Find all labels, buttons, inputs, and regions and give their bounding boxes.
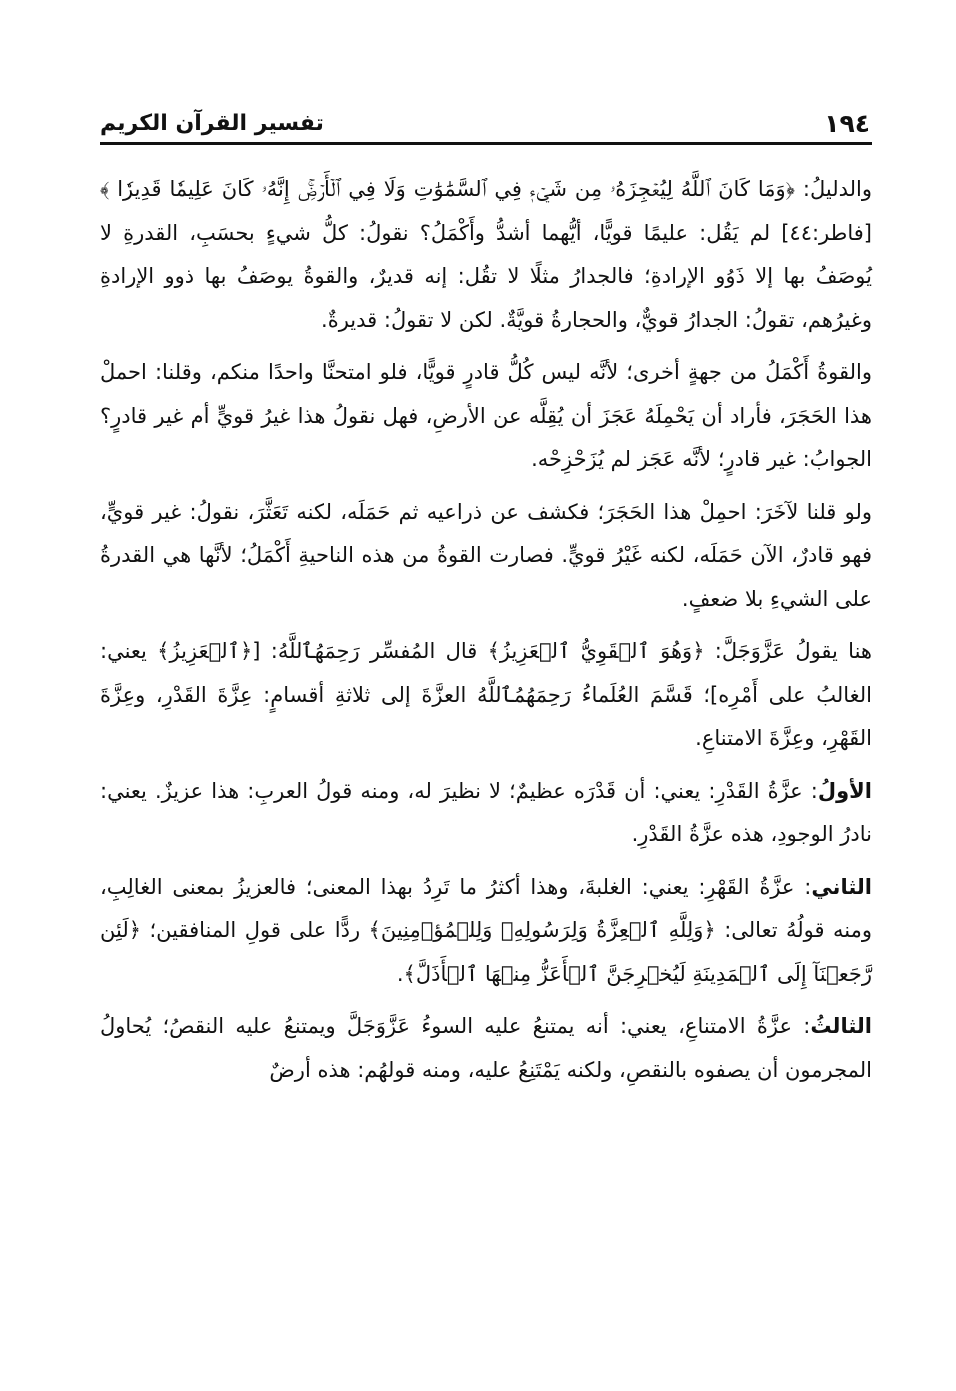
page-number: ١٩٤ — [824, 109, 870, 138]
paragraph-text: والقوةُ أَكْمَلُ من جهةٍ أخرى؛ لأنَّه ليس كُلُّ قادرٍ قويًّا، فلو امتحنَّا واحدًا منكم، وقلنا: احملْ هذا الحَجَرَ، فأراد أن يَحْمِلَهُ عَجَزَ أن يُقِلَّه عن الأرضِ، فهل نقولُ هذا غيرُ قويٍّ أم غير قادرٍ؟ الجوابُ: غير قادرٍ؛ لأنَّه عَجَز لم يُزَحْزِحْه. — [100, 360, 872, 471]
paragraph-text: : عزَّةُ القَهْرِ: يعني: الغلبةَ، وهذا أكثرُ ما تَرِدُ بهذا المعنى؛ فالعزيزُ بمعنى الغالِبِ، ومنه قولُهُ تعالى: ﴿وَلِلَّهِ ٱلۡعِزَّةُ وَلِرَسُولِهِۦ وَلِلۡمُؤۡمِنِينَ﴾ ردًّا على قولِ المنافقين؛ ﴿لَئِن رَّجَعۡنَآ إِلَى ٱلۡمَدِينَةِ لَيُخۡرِجَنَّ ٱلۡأَعَزُّ مِنۡهَا ٱلۡأَذَلَّ﴾. — [100, 874, 872, 986]
paragraph-strength — [100, 351, 872, 482]
book-title: تفسير القرآن الكريم — [100, 111, 324, 136]
paragraph-text: : عزَّةُ الامتناعِ، يعني: أنه يمتنعُ عليه السوءُ عَزَّوَجَلَّ ويمتنعُ عليه النقصُ؛ يُحاولُ المجرمون أن يصفوه بالنقصِ، ولكنه يَمْتَنِعُ عليه، ومنه قولهُم: هذه أرضٌ — [100, 1014, 872, 1082]
paragraph-first-type — [100, 770, 872, 857]
paragraph-second-type — [100, 866, 872, 997]
paragraph-evidence — [100, 168, 872, 342]
paragraph-text: : عزَّةُ القَدْرِ: يعني: أن قَدْرَه عظيمٌ؛ لا نظيرَ له، ومنه قولُ العربِ: هذا عزيزٌ. يعني: نادرُ الوجودِ، هذه عزَّةُ القَدْرِ. — [100, 778, 872, 846]
paragraph-al-aziz — [100, 630, 872, 761]
header-divider — [100, 142, 872, 145]
paragraph-label: الثاني — [811, 874, 872, 899]
paragraph-text: هنا يقولُ عَزَّوَجَلَّ: ﴿وَهُوَ ٱلۡقَوِيُّ ٱلۡعَزِيزُ﴾ قال المُفسِّر رَحِمَهُٱللَّهُ: [﴿ٱلۡعَزِيزُ﴾ يعني: الغالبُ على أَمْرِه]؛ قَسَّمَ العُلَماءُ رَحِمَهُمُٱللَّهُ العزَّةَ إلى ثلاثةِ أقسامٍ: عِزَّةَ القَدْرِ، وعِزَّةَ القَهْرِ، وعِزَّةَ الامتناعِ. — [100, 639, 872, 750]
page-body — [100, 168, 872, 1101]
paragraph-label: الأولُ — [817, 778, 872, 803]
paragraph-label: الثالثُ — [810, 1014, 872, 1038]
paragraph-text: ولو قلنا لآخَرَ: احمِلْ هذا الحَجَرَ؛ فكشف عن ذراعيه ثم حَمَلَه، لكنه تَعَثَّرَ، نقولُ: غير قويٍّ، فهو قادرٌ، الآن حَمَلَه، لكنه غَيْرُ قويٍّ. فصارت القوةُ من هذه الناحيةِ أَكْمَلُ؛ لأنَّها هي القدرةُ على الشيءِ بلا ضعفٍ. — [100, 499, 872, 611]
paragraph-example — [100, 491, 872, 622]
page-header — [100, 104, 872, 140]
paragraph-third-type — [100, 1005, 872, 1092]
paragraph-text: والدليلُ: ﴿وَمَا كَانَ ٱللَّهُ لِيُعۡجِزَهُۥ مِن شَيۡءٖ فِي ٱلسَّمَٰوَٰتِ وَلَا فِي ٱلۡأَرۡضِۚ إِنَّهُۥ كَانَ عَلِيمٗا قَدِيرٗا ﴾ [فاطر:٤٤] لم يَقُل: عليمًا قويًّا، أيُّهما أشدُّ وأَكْمَلُ؟ نقولُ: كلُّ شيءٍ بحسَبِ، القدرةِ لا يُوصَفُ بها إلا ذَوُو الإرادةِ؛ فالجدارُ مثلًا لا تقُل: إنه قديرٌ، والقوةُ يوصَفُ بها ذوو الإرادةِ وغيرُهم، تقولُ: الجدارُ قويٌّ، والحجارةُ قويَّةٌ. لكن لا تقولُ: قديرةٌ. — [100, 177, 872, 332]
